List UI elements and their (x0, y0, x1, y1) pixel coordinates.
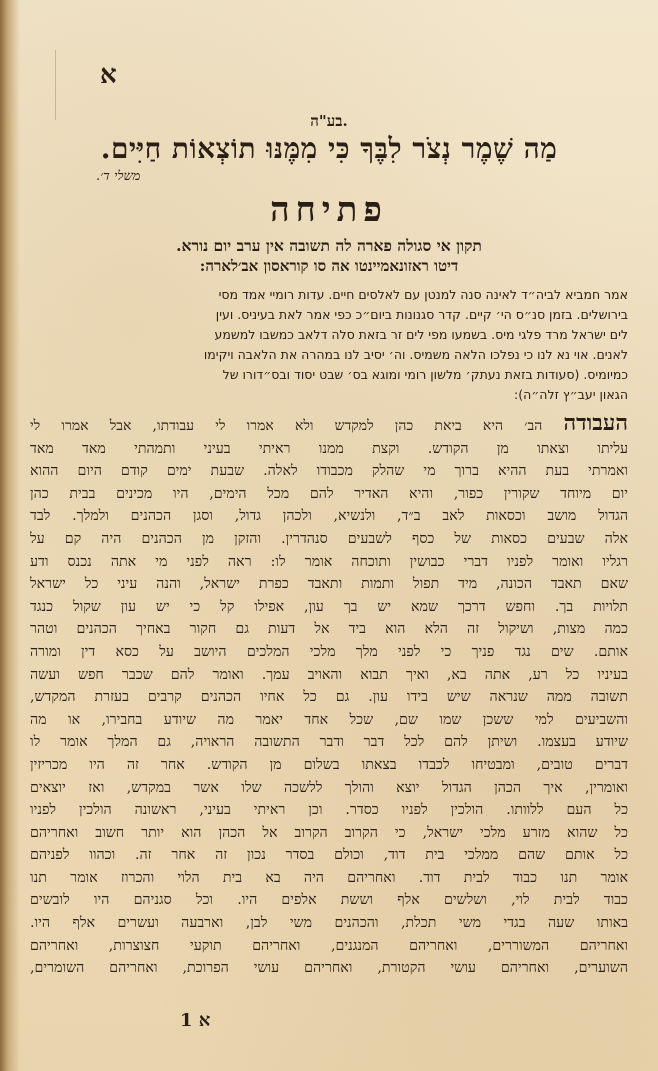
body-line: והשביעים למי ששכן שמו שם, שכל אחד יאמר מה שיודע בחבירו, או מה (30, 711, 628, 728)
body-line: יום מיוחד שקורין כפור, והיא האדיר להם מכל הימים, היו מכינים בבית כהן (30, 485, 628, 502)
subtitle: תקון אי סגולה פארה לה תשובה אין ערב יום נורא. (176, 236, 482, 255)
intro-line: לים ישראל מרד פלגי מיס. בשמעו מפי לים זר בזאת סלה דלאב כמשבו למשמע (214, 327, 628, 342)
body-line: ואומרין, איך הכהן הגדול יוצא והולך ללשכה שלו אשר במקדש, ואז יוצאים (30, 779, 628, 796)
page-title: פתיחה (270, 190, 388, 230)
body-line: רגליו ואומר לפניו דברי כבושין ותוכחה אומר לו: ראה לפני מי אתה נכנס ודע (30, 553, 628, 570)
intro-line: בירושלים. בזמן סנ״ס הי׳ קיים. קדר סגנונות ביום״כ כפי אמר לאת בעיניס. ועין (215, 307, 628, 322)
body-line: שאם תאבד הכונה, מיד תפול ותמות ותאבד כפרת ישראל, והנה עיני כל ישראל (30, 576, 628, 593)
page-edge (0, 0, 20, 1071)
intro-paragraph (30, 285, 628, 405)
body-line: הב׳ היא ביאת כהן למקדש ולא אמרו לי עבודתו, אבל אמרו לי (30, 418, 543, 434)
body-line: עליתו וצאתו מן הקודש. וקצת ממנו ראיתי בעיני ותמהתי מאד מאד (30, 440, 628, 457)
body-line-first (30, 412, 628, 438)
body-line: בעיניו כל רע, אתה בא, ואיך תבוא והאויב עמך. ואומר להם שכבר חפש ועשה (30, 666, 628, 683)
body-line: אלה שבעים כסאות של כסף לשבעים סנהדרין. והזקן מן הכהנים היה קם על (30, 530, 628, 547)
body-line: כמה מצות, ושיקול זה הלא הוא ביד אל דעות גם חקור באחיך הכהנים וטהר (30, 621, 628, 638)
body-line: תלויות בך. וחפש דרכך שמא יש בך עון, אפילו קל כי יש עון שקול כנגד (30, 598, 628, 615)
intro-line: כמיומיס. (סעודות בזאת נעתק׳ מלשון רומי ומוגא בס׳ שבט יסוד ובס״דורו של (222, 367, 628, 382)
body-line: אותם. שים נגד פניך כי לפני מלך מלכי המלכים היושב על כסא דין ומורה (30, 643, 628, 660)
opening-verse: מַה שֶׁמֶר נְצֹר לִבֶּךָ כִּי מִמֶּנּוּ תוֹצְאוֹת חַיִּים. (100, 132, 558, 165)
verse-reference: משלי ד׳. (96, 169, 141, 184)
intro-line: הגאון יעב״ץ זלה״ה): (514, 387, 628, 402)
body-line: אומר תנו כבוד לבית דוד. ואחריהם היה בא בית הלוי והכרוז אומר תנו (30, 869, 628, 886)
intro-line: לאנים. אוי נא לנו כי נפלכו הלאה משמיס. וה׳ יסיב לנו במהרה את הלאבה ויקימו (203, 347, 628, 362)
body-line: כל העם ללוותו. הולכין לפניו כסדר. וכן ראיתי בעיני, ראשונה הולכין לפניו (30, 802, 628, 819)
body-line: כל שהוא מזרע מלכי ישראל, כי הקרוב הקרוב אל הכהן הוא יותר חשוב ואחריהם (30, 824, 628, 841)
body-line: תשובה ממה שנראה שיש בידו עון. גם כל אחיו הכהנים קרבים בעזרת המקדש, (30, 689, 628, 706)
bsd-heading: בע"ה. (310, 112, 348, 130)
body-line: ואמרתי בעת ההיא ברוך מי שהלק מכבודו לאלה. שבעת ימים קודם היום ההוא (30, 463, 628, 480)
fold-mark (55, 50, 56, 120)
printer-signature: 1 א (180, 1010, 211, 1031)
body-line: באותו שעה בגדי משי תכלת, והכהנים משי לבן, וארבעה ועשרים אלף היו. (30, 915, 628, 932)
body-line: שיודע בעצמו. ושיתן להם לכל דבר ודבר התשובה הראויה, גם המלך אומר לו (30, 734, 628, 751)
body-line: כבוד לבית לוי, ושלשים אלף וששת אלפים היו. וכל סגניהם היו לובשים (30, 892, 628, 909)
body-line: כל אותם שהם ממלכי בית דוד, וכולם בסדר נכון זה אחר זה. וכהוו לפניהם (30, 847, 628, 864)
subtitle-line-2: דיטו ראזונאמיינטו אה סו קוראסון אב׳לארה: (199, 257, 459, 275)
body-line: דברים טובים, ומבטיחו לכבדו בצאתו בשלום מן הקודש. אחר זה היו מכריזין (30, 756, 628, 773)
body-line: השוערים, ואחריהם עושי הקטורת, ואחריהם עושי הפרוכת, ואחריהם השומרים, (30, 960, 628, 977)
body-line: ואחריהם המשוררים, ואחריהם המנגנים, ואחריהם תוקעי חצוצרות, ואחריהם (30, 937, 628, 954)
body-line: הגדול מושב וכסאות לאב ב״ד, ולנשיא, ולכהן גדול, וסגן הכהנים ולמלך. לבד (30, 508, 628, 525)
lead-word: העבודה (563, 412, 628, 436)
main-text (30, 412, 628, 980)
intro-line: אמר חמביא לביה״ד לאינה סנה למנטן עם לאלסים חיים. עדות רומיי אמד מסי (218, 287, 628, 302)
page-letter: א (100, 60, 117, 90)
